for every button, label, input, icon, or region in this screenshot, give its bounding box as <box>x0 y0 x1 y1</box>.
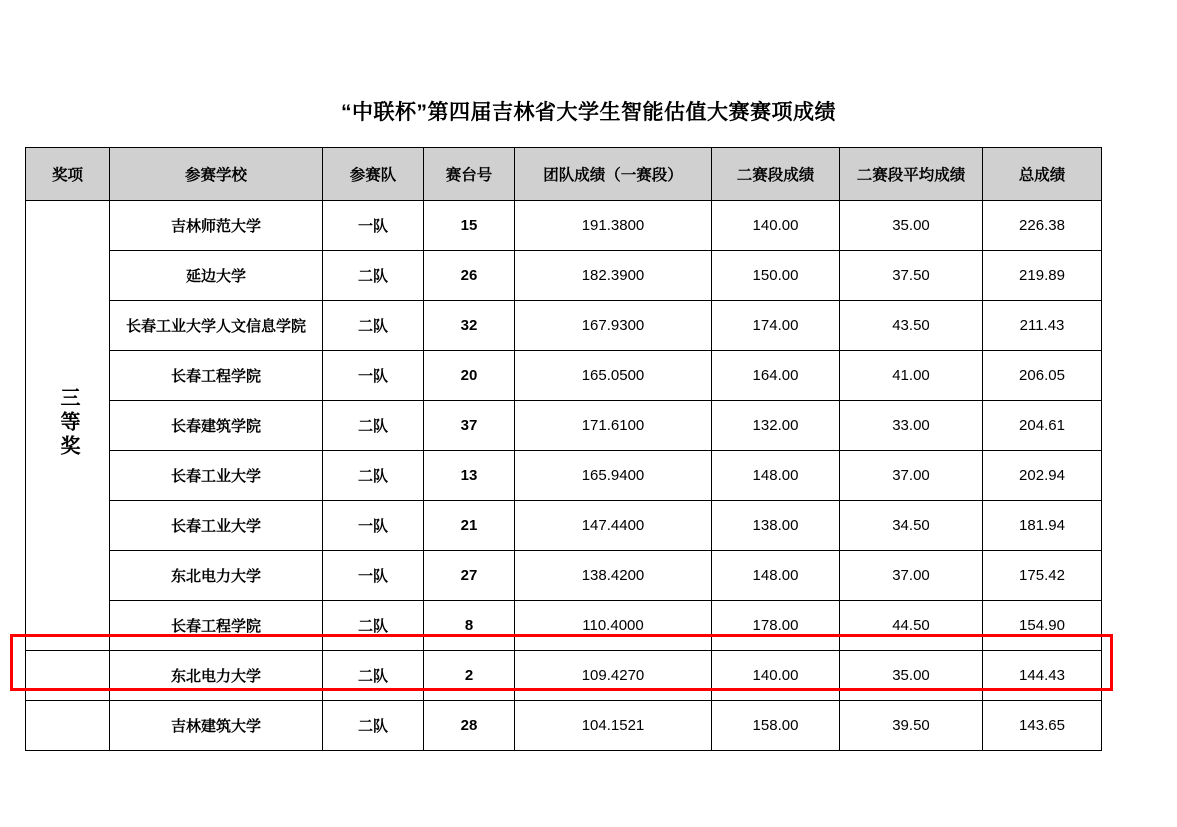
cell-total: 226.38 <box>983 201 1102 251</box>
cell-total: 206.05 <box>983 351 1102 401</box>
cell-team: 二队 <box>323 601 424 651</box>
table-row <box>26 701 1102 751</box>
column-header-total-score: 总成绩 <box>983 148 1102 201</box>
cell-stage1: 147.4400 <box>515 501 712 551</box>
cell-school: 东北电力大学 <box>110 651 323 701</box>
cell-school: 长春工业大学 <box>110 451 323 501</box>
table-row <box>26 201 1102 251</box>
cell-stage2-avg: 33.00 <box>840 401 983 451</box>
cell-stage2-avg: 39.50 <box>840 701 983 751</box>
cell-stage2: 148.00 <box>712 451 840 501</box>
column-header-team: 参赛队 <box>323 148 424 201</box>
award-cell <box>26 201 110 651</box>
cell-stage2-avg: 37.00 <box>840 451 983 501</box>
cell-school: 长春工业大学人文信息学院 <box>110 301 323 351</box>
cell-total: 204.61 <box>983 401 1102 451</box>
cell-stage2: 164.00 <box>712 351 840 401</box>
cell-stage2: 138.00 <box>712 501 840 551</box>
table-row <box>26 501 1102 551</box>
cell-stage1: 104.1521 <box>515 701 712 751</box>
cell-school: 吉林师范大学 <box>110 201 323 251</box>
cell-total: 143.65 <box>983 701 1102 751</box>
cell-total: 175.42 <box>983 551 1102 601</box>
cell-school: 长春工程学院 <box>110 351 323 401</box>
cell-total: 144.43 <box>983 651 1102 701</box>
cell-stage-no: 15 <box>424 201 515 251</box>
table-row <box>26 401 1102 451</box>
cell-stage-no: 21 <box>424 501 515 551</box>
cell-stage2-avg: 34.50 <box>840 501 983 551</box>
column-header-stage2-score: 二赛段成绩 <box>712 148 840 201</box>
cell-stage2: 132.00 <box>712 401 840 451</box>
cell-stage1: 109.4270 <box>515 651 712 701</box>
cell-stage2: 140.00 <box>712 651 840 701</box>
cell-stage2-avg: 41.00 <box>840 351 983 401</box>
table-row <box>26 551 1102 601</box>
cell-stage-no: 26 <box>424 251 515 301</box>
cell-stage2: 178.00 <box>712 601 840 651</box>
cell-team: 二队 <box>323 251 424 301</box>
cell-stage2-avg: 35.00 <box>840 201 983 251</box>
cell-stage2-avg: 37.50 <box>840 251 983 301</box>
column-header-stage-no: 赛台号 <box>424 148 515 201</box>
column-header-school: 参赛学校 <box>110 148 323 201</box>
column-header-award: 奖项 <box>26 148 110 201</box>
table-row <box>26 451 1102 501</box>
cell-team: 二队 <box>323 701 424 751</box>
cell-stage1: 182.3900 <box>515 251 712 301</box>
table-row-highlighted <box>26 651 1102 701</box>
cell-stage2: 148.00 <box>712 551 840 601</box>
table-row <box>26 351 1102 401</box>
cell-stage1: 138.4200 <box>515 551 712 601</box>
cell-stage1: 110.4000 <box>515 601 712 651</box>
cell-stage-no: 20 <box>424 351 515 401</box>
cell-total: 154.90 <box>983 601 1102 651</box>
table-row <box>26 601 1102 651</box>
cell-stage1: 165.0500 <box>515 351 712 401</box>
cell-stage2-avg: 44.50 <box>840 601 983 651</box>
cell-stage1: 171.6100 <box>515 401 712 451</box>
cell-total: 181.94 <box>983 501 1102 551</box>
table-row <box>26 301 1102 351</box>
table-body <box>26 201 1102 751</box>
cell-stage2: 174.00 <box>712 301 840 351</box>
cell-stage-no: 2 <box>424 651 515 701</box>
cell-stage-no: 37 <box>424 401 515 451</box>
cell-stage1: 165.9400 <box>515 451 712 501</box>
cell-stage2-avg: 37.00 <box>840 551 983 601</box>
cell-total: 202.94 <box>983 451 1102 501</box>
cell-stage2: 140.00 <box>712 201 840 251</box>
cell-stage2-avg: 35.00 <box>840 651 983 701</box>
cell-stage-no: 27 <box>424 551 515 601</box>
cell-stage-no: 13 <box>424 451 515 501</box>
column-header-stage2-average: 二赛段平均成绩 <box>840 148 983 201</box>
page-title: “中联杯”第四届吉林省大学生智能估值大赛赛项成绩 <box>341 101 836 124</box>
grades-table <box>25 147 1102 751</box>
award-label: 三等奖 <box>57 386 79 459</box>
cell-school: 长春工业大学 <box>110 501 323 551</box>
cell-stage2: 150.00 <box>712 251 840 301</box>
cell-stage1: 191.3800 <box>515 201 712 251</box>
cell-team: 二队 <box>323 451 424 501</box>
cell-total: 211.43 <box>983 301 1102 351</box>
cell-stage-no: 28 <box>424 701 515 751</box>
cell-team: 二队 <box>323 651 424 701</box>
cell-team: 一队 <box>323 201 424 251</box>
cell-school: 长春建筑学院 <box>110 401 323 451</box>
cell-school: 吉林建筑大学 <box>110 701 323 751</box>
cell-team: 一队 <box>323 501 424 551</box>
cell-school: 东北电力大学 <box>110 551 323 601</box>
cell-school: 延边大学 <box>110 251 323 301</box>
cell-stage1: 167.9300 <box>515 301 712 351</box>
cell-award-empty <box>26 651 110 701</box>
cell-team: 二队 <box>323 401 424 451</box>
cell-stage-no: 32 <box>424 301 515 351</box>
table-row <box>26 251 1102 301</box>
cell-team: 一队 <box>323 551 424 601</box>
cell-stage-no: 8 <box>424 601 515 651</box>
cell-school: 长春工程学院 <box>110 601 323 651</box>
table-header-row <box>26 148 1102 201</box>
grades-table-container <box>25 147 1101 751</box>
cell-award-empty <box>26 701 110 751</box>
cell-team: 一队 <box>323 351 424 401</box>
cell-stage2-avg: 43.50 <box>840 301 983 351</box>
column-header-stage1-score: 团队成绩（一赛段） <box>515 148 712 201</box>
cell-team: 二队 <box>323 301 424 351</box>
cell-stage2: 158.00 <box>712 701 840 751</box>
cell-total: 219.89 <box>983 251 1102 301</box>
